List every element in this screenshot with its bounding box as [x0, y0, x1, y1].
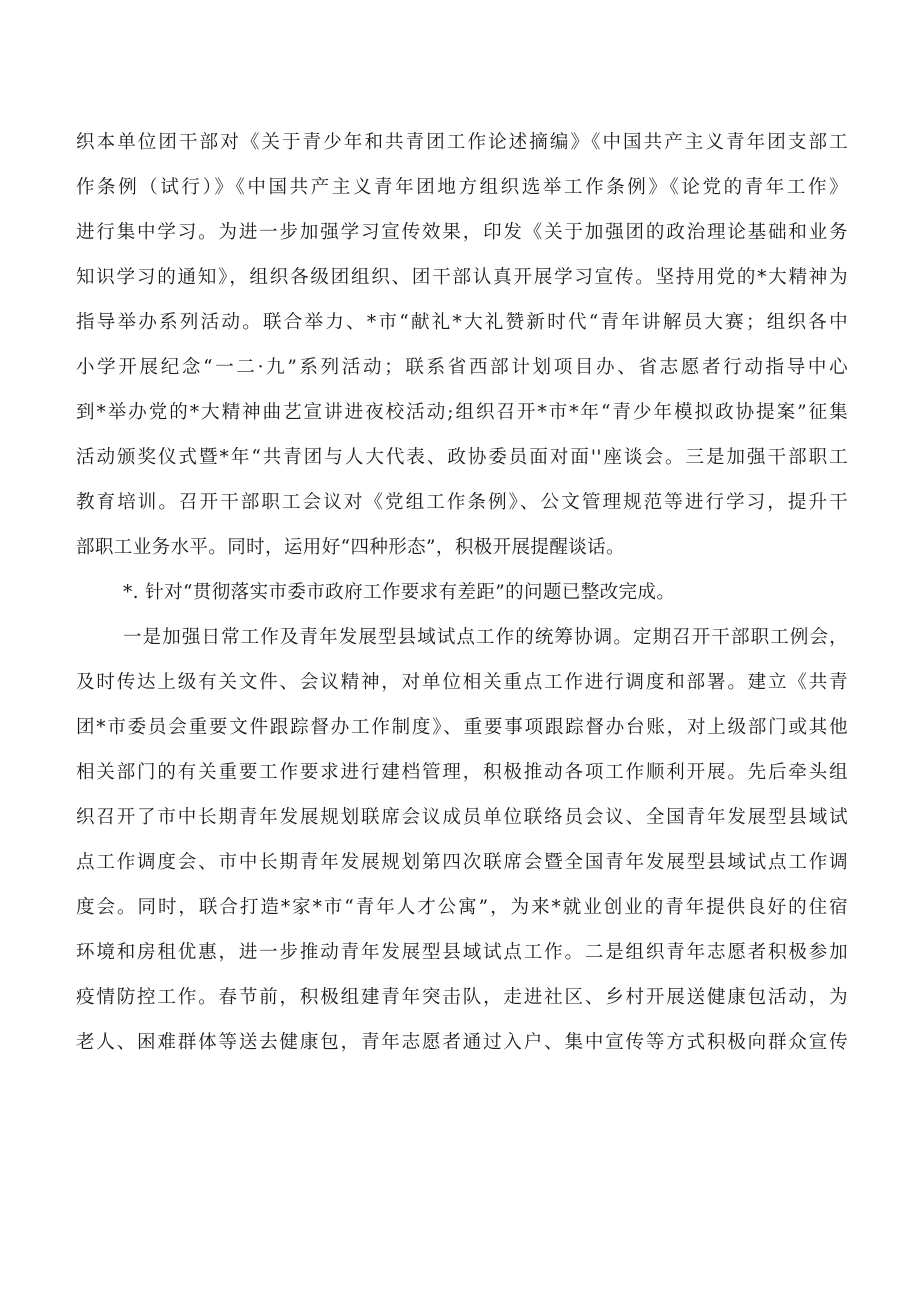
text-line: 相关部门的有关重要工作要求进行建档管理，积极推动各项工作顺利开展。先后牵头组 — [76, 762, 848, 783]
text-line: 教育培训。召开干部职工会议对《党组工作条例》、公文管理规范等进行学习，提升干 — [76, 492, 848, 513]
text-line: 小学开展纪念“一二·九”系列活动；联系省西部计划项目办、省志愿者行动指导中心 — [76, 357, 848, 378]
text-line: 织召开了市中长期青年发展规划联席会议成员单位联络员会议、全国青年发展型县域试 — [76, 807, 848, 828]
text-line: 疫情防控工作。春节前，积极组建青年突击队，走进社区、乡村开展送健康包活动，为 — [76, 987, 848, 1008]
text-line: 及时传达上级有关文件、会议精神，对单位相关重点工作进行调度和部署。建立《共青 — [76, 672, 848, 693]
text-line: 进行集中学习。为进一步加强学习宣传效果，印发《关于加强团的政治理论基础和业务 — [76, 222, 848, 243]
text-line: 到*举办党的*大精神曲艺宣讲进夜校活动;组织召开*市*年“青少年模拟政协提案”征集 — [76, 402, 848, 423]
text-line: 团*市委员会重要文件跟踪督办工作制度》、重要事项跟踪督办台账，对上级部门或其他 — [76, 717, 848, 738]
text-line: 老人、困难群体等送去健康包，青年志愿者通过入户、集中宣传等方式积极向群众宣传 — [76, 1032, 848, 1053]
text-line: 一是加强日常工作及青年发展型县域试点工作的统筹协调。定期召开干部职工例会， — [123, 627, 848, 648]
text-line: 度会。同时，联合打造*家*市“青年人才公寓”，为来*就业创业的青年提供良好的住宿 — [76, 897, 848, 918]
text-line: 部职工业务水平。同时，运用好“四种形态”，积极开展提醒谈话。 — [76, 537, 625, 558]
text-line: 作条例（试行）》《中国共产主义青年团地方组织选举工作条例》《论党的青年工作》 — [76, 177, 848, 198]
text-line: 活动颁奖仪式暨*年“共青团与人大代表、政协委员面对面''座谈会。三是加强干部职工 — [76, 447, 848, 468]
section-heading: *. 针对“贯彻落实市委市政府工作要求有差距”的问题已整改完成。 — [123, 582, 676, 603]
text-line: 指导举办系列活动。联合举力、*市“献礼*大礼赞新时代“青年讲解员大赛；组织各中 — [76, 312, 848, 333]
text-line: 织本单位团干部对《关于青少年和共青团工作论述摘编》《中国共产主义青年团支部工 — [76, 132, 848, 153]
text-line: 点工作调度会、市中长期青年发展规划第四次联席会暨全国青年发展型县域试点工作调 — [76, 852, 848, 873]
text-line: 环境和房租优惠，进一步推动青年发展型县域试点工作。二是组织青年志愿者积极参加 — [76, 942, 848, 963]
text-line: 知识学习的通知》，组织各级团组织、团干部认真开展学习宣传。坚持用党的*大精神为 — [76, 267, 848, 288]
